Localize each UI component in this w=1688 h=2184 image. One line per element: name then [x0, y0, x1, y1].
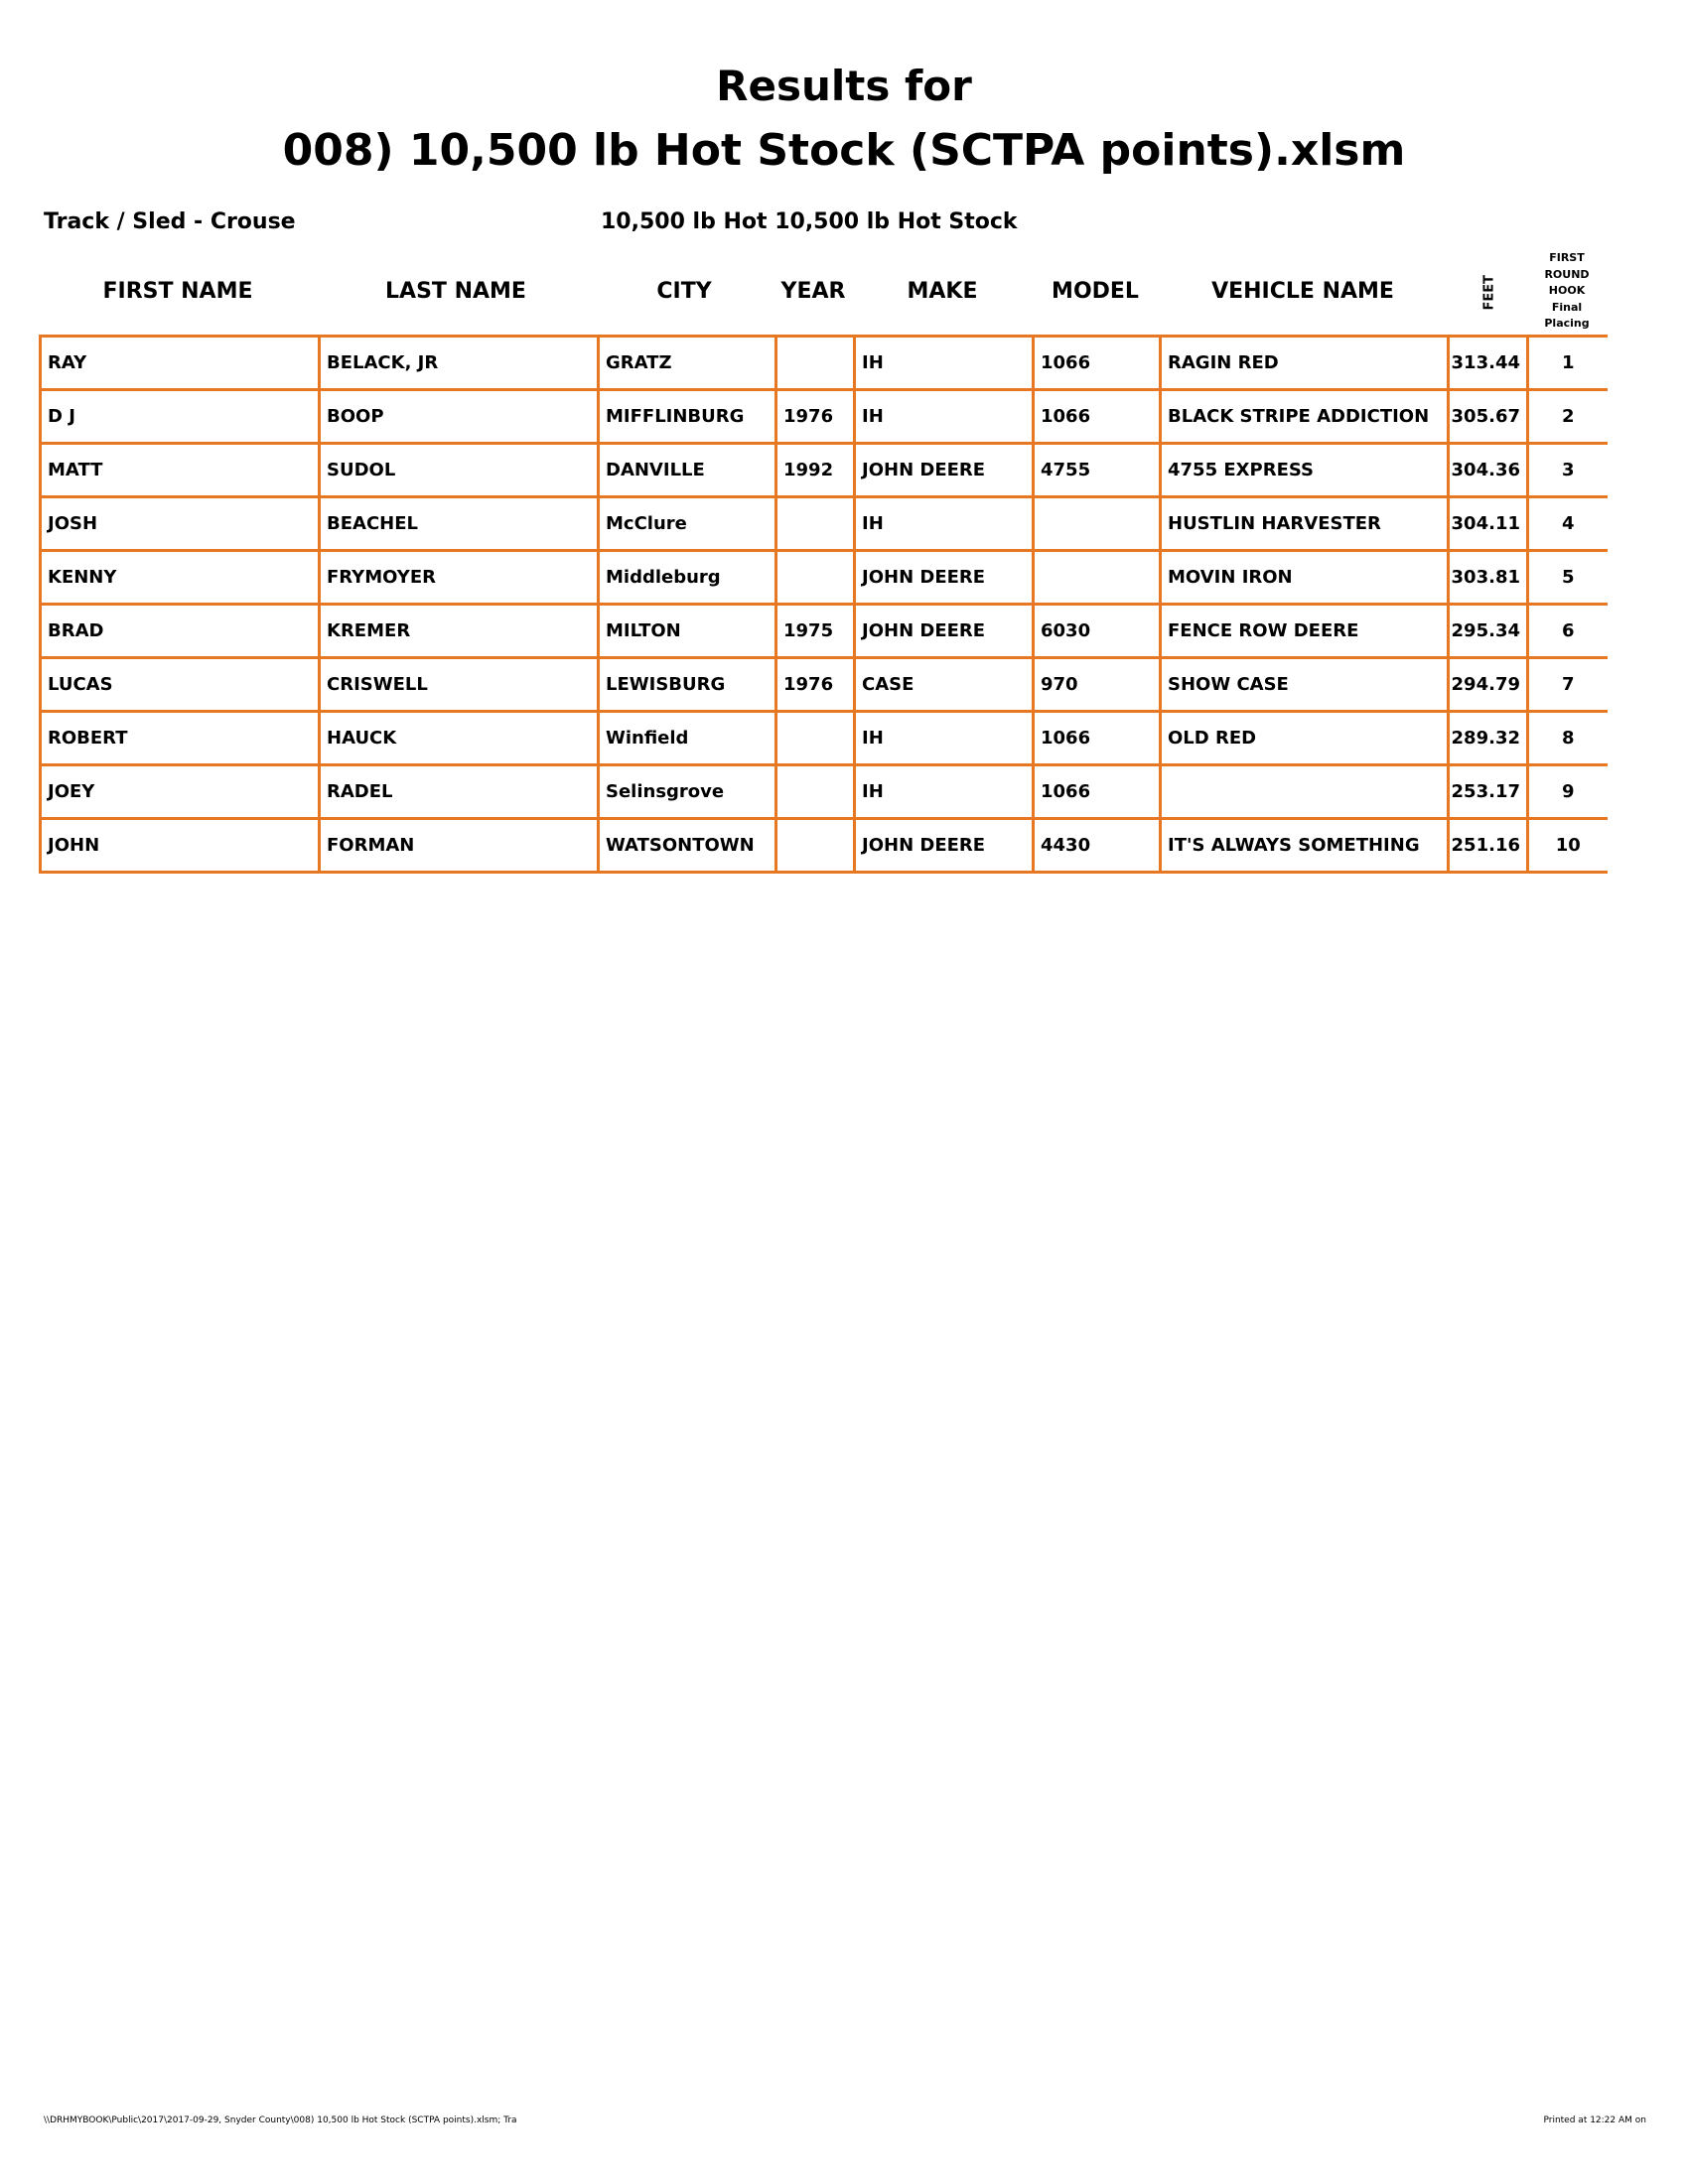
cell-last-name: FORMAN — [320, 819, 599, 873]
cell-first-name: RAY — [41, 337, 320, 390]
cell-vehicle-name: SHOW CASE — [1161, 658, 1449, 712]
header-placing-line: ROUND — [1544, 267, 1590, 281]
cell-make: CASE — [855, 658, 1034, 712]
results-table — [39, 335, 1608, 874]
page-title-line2: 008) 10,500 lb Hot Stock (SCTPA points).xlsm — [282, 125, 1406, 176]
table-row — [41, 497, 1608, 551]
cell-make: IH — [855, 497, 1034, 551]
cell-placing: 1 — [1528, 337, 1608, 390]
cell-city: GRATZ — [599, 337, 776, 390]
cell-year: 1992 — [776, 444, 855, 497]
cell-vehicle-name: OLD RED — [1161, 712, 1449, 765]
header-last-name: LAST NAME — [385, 279, 526, 304]
class-label: 10,500 lb Hot 10,500 lb Hot Stock — [601, 209, 1018, 234]
cell-city: MILTON — [599, 605, 776, 658]
cell-feet: 303.81 — [1449, 551, 1528, 605]
cell-first-name: KENNY — [41, 551, 320, 605]
cell-placing: 6 — [1528, 605, 1608, 658]
cell-placing: 4 — [1528, 497, 1608, 551]
cell-first-name: MATT — [41, 444, 320, 497]
cell-last-name: KREMER — [320, 605, 599, 658]
cell-placing: 8 — [1528, 712, 1608, 765]
cell-city: WATSONTOWN — [599, 819, 776, 873]
table-row — [41, 712, 1608, 765]
cell-last-name: BELACK, JR — [320, 337, 599, 390]
cell-model: 4755 — [1034, 444, 1161, 497]
cell-placing: 10 — [1528, 819, 1608, 873]
cell-model: 6030 — [1034, 605, 1161, 658]
cell-placing: 5 — [1528, 551, 1608, 605]
header-feet: FEET — [1481, 274, 1497, 311]
cell-feet: 305.67 — [1449, 390, 1528, 444]
cell-first-name: LUCAS — [41, 658, 320, 712]
cell-feet: 251.16 — [1449, 819, 1528, 873]
cell-year: 1976 — [776, 390, 855, 444]
cell-last-name: FRYMOYER — [320, 551, 599, 605]
header-placing-line: Placing — [1544, 317, 1590, 330]
cell-feet: 294.79 — [1449, 658, 1528, 712]
cell-feet: 295.34 — [1449, 605, 1528, 658]
header-first-name: FIRST NAME — [102, 279, 253, 304]
header-city: CITY — [656, 279, 712, 304]
track-sled-label: Track / Sled - Crouse — [44, 209, 296, 234]
cell-year: 1976 — [776, 658, 855, 712]
cell-make: IH — [855, 712, 1034, 765]
table-row — [41, 390, 1608, 444]
cell-vehicle-name: HUSTLIN HARVESTER — [1161, 497, 1449, 551]
table-row — [41, 444, 1608, 497]
table-row — [41, 819, 1608, 873]
cell-first-name: BRAD — [41, 605, 320, 658]
cell-model: 1066 — [1034, 765, 1161, 819]
cell-last-name: SUDOL — [320, 444, 599, 497]
cell-make: JOHN DEERE — [855, 551, 1034, 605]
cell-make: IH — [855, 390, 1034, 444]
cell-placing: 7 — [1528, 658, 1608, 712]
cell-vehicle-name: 4755 EXPRESS — [1161, 444, 1449, 497]
header-placing-line: HOOK — [1548, 284, 1586, 297]
cell-first-name: JOEY — [41, 765, 320, 819]
table-row — [41, 658, 1608, 712]
cell-year — [776, 765, 855, 819]
cell-first-name: JOHN — [41, 819, 320, 873]
cell-vehicle-name: FENCE ROW DEERE — [1161, 605, 1449, 658]
cell-city: Selinsgrove — [599, 765, 776, 819]
table-row — [41, 605, 1608, 658]
cell-model — [1034, 497, 1161, 551]
cell-year — [776, 819, 855, 873]
cell-make: JOHN DEERE — [855, 819, 1034, 873]
cell-year — [776, 497, 855, 551]
cell-vehicle-name: RAGIN RED — [1161, 337, 1449, 390]
cell-year — [776, 337, 855, 390]
cell-year — [776, 712, 855, 765]
cell-feet: 253.17 — [1449, 765, 1528, 819]
cell-year — [776, 551, 855, 605]
header-vehicle-name: VEHICLE NAME — [1211, 279, 1394, 304]
cell-vehicle-name: MOVIN IRON — [1161, 551, 1449, 605]
cell-model — [1034, 551, 1161, 605]
cell-city: LEWISBURG — [599, 658, 776, 712]
cell-feet: 304.36 — [1449, 444, 1528, 497]
page-title-line1: Results for — [716, 62, 972, 110]
cell-make: JOHN DEERE — [855, 605, 1034, 658]
cell-feet: 289.32 — [1449, 712, 1528, 765]
cell-city: DANVILLE — [599, 444, 776, 497]
header-placing — [1527, 250, 1607, 333]
cell-city: Middleburg — [599, 551, 776, 605]
header-placing-line: FIRST — [1549, 251, 1585, 264]
cell-city: Winfield — [599, 712, 776, 765]
cell-city: McClure — [599, 497, 776, 551]
cell-model: 1066 — [1034, 390, 1161, 444]
cell-placing: 9 — [1528, 765, 1608, 819]
cell-make: IH — [855, 337, 1034, 390]
cell-model: 1066 — [1034, 712, 1161, 765]
header-year: YEAR — [780, 279, 846, 304]
cell-vehicle-name: IT'S ALWAYS SOMETHING — [1161, 819, 1449, 873]
cell-make: JOHN DEERE — [855, 444, 1034, 497]
cell-first-name: D J — [41, 390, 320, 444]
cell-last-name: HAUCK — [320, 712, 599, 765]
cell-last-name: RADEL — [320, 765, 599, 819]
table-row — [41, 337, 1608, 390]
table-row — [41, 551, 1608, 605]
cell-vehicle-name: BLACK STRIPE ADDICTION — [1161, 390, 1449, 444]
cell-placing: 3 — [1528, 444, 1608, 497]
footer-printed-at: Printed at 12:22 AM on — [1543, 2116, 1646, 2125]
footer-file-path: \\DRHMYBOOK\Public\2017\2017-09-29, Snyder County\008) 10,500 lb Hot Stock (SCTPA points).xlsm; Tra — [44, 2116, 517, 2125]
cell-model: 970 — [1034, 658, 1161, 712]
header-make: MAKE — [907, 279, 978, 304]
cell-placing: 2 — [1528, 390, 1608, 444]
cell-last-name: BOOP — [320, 390, 599, 444]
header-placing-line: Final — [1551, 300, 1583, 314]
cell-feet: 313.44 — [1449, 337, 1528, 390]
cell-model: 1066 — [1034, 337, 1161, 390]
cell-model: 4430 — [1034, 819, 1161, 873]
cell-first-name: ROBERT — [41, 712, 320, 765]
cell-first-name: JOSH — [41, 497, 320, 551]
cell-last-name: CRISWELL — [320, 658, 599, 712]
table-row — [41, 765, 1608, 819]
cell-year: 1975 — [776, 605, 855, 658]
cell-city: MIFFLINBURG — [599, 390, 776, 444]
cell-make: IH — [855, 765, 1034, 819]
cell-vehicle-name — [1161, 765, 1449, 819]
cell-last-name: BEACHEL — [320, 497, 599, 551]
cell-feet: 304.11 — [1449, 497, 1528, 551]
header-model: MODEL — [1052, 279, 1139, 304]
